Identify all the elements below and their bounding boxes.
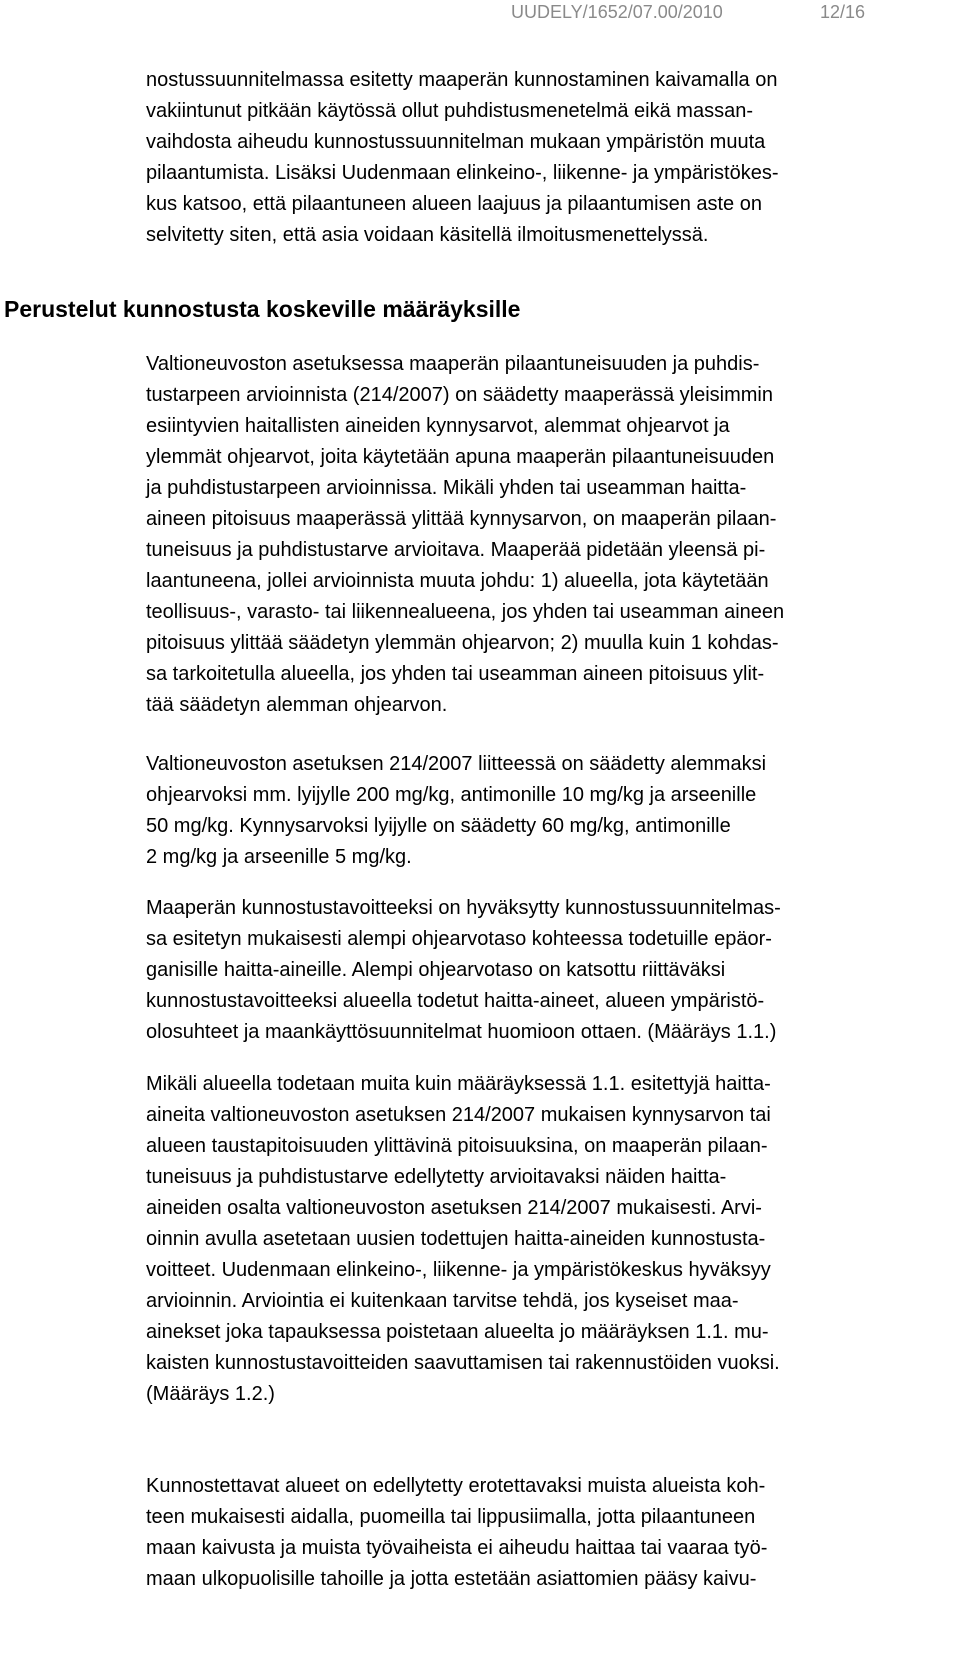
document-reference: UUDELY/1652/07.00/2010 — [511, 2, 723, 22]
paragraph-legislation: Valtioneuvoston asetuksessa maaperän pilaantuneisuuden ja puhdis- tustarpeen arvioinnista (214/2007) on säädetty maaperässä yleisimmin esiintyvien haitallisten aineiden kynnysarvot, alemmat ohjearvot ja ylemmät ohjearvot, joita käytetään apuna maaperän pilaantuneisuuden ja puhdistustarpeen arvioinnissa. Mikäli yhden tai useamman haitta- aineen pitoisuus maaperässä ylittää kynnysarvon, on maaperän pilaan- tuneisuus ja puhdistustarve arvioitava. Maaperää pidetään yleensä pi- laantuneena, jollei arvioinnista muuta johdu: 1) alueella, jota käytetään teollisuus-, varasto- tai liikennealueena, jos yhden tai useamman aineen pitoisuus ylittää säädetyn ylemmän ohjearvon; 2) muulla kuin 1 kohdas- sa tarkoitetulla alueella, jos yhden tai useamman aineen pitoisuus ylit- tää säädetyn alemman ohjearvon. — [146, 353, 785, 716]
paragraph-other-contaminants: Mikäli alueella todetaan muita kuin määräyksessä 1.1. esitettyjä haitta- aineita valtioneuvoston asetuksen 214/2007 mukaisen kynnysarvon tai alueen taustapitoisuuden ylittävinä pitoisuuksina, on maaperän pilaan- tuneisuus ja puhdistustarve edellytetty arvioitavaksi näiden haitta- aineiden osalta valtioneuvoston asetuksen 214/2007 mukaisesti. Arvi- oinnin avulla asetetaan uusien todettujen haitta-aineiden kunnostusta- voitteet. Uudenmaan elinkeino-, liikenne- ja ympäristökeskus hyväksyy arvioinnin. Arviointia ei kuitenkaan tarvitse tehdä, jos kyseiset maa- ainekset joka tapauksessa poistetaan alueelta jo määräyksen 1.1. mu- kaisten kunnostustavoitteiden saavuttamisen tai rakennustöiden vuoksi. (Määräys 1.2.) — [146, 1073, 780, 1405]
section-heading: Perustelut kunnostusta koskeville määräyksille — [4, 296, 521, 322]
intro-paragraph: nostussuunnitelmassa esitetty maaperän kunnostaminen kaivamalla on vakiintunut pitkään käytössä ollut puhdistusmenetelmä eikä massan- vaihdosta aiheudu kunnostussuunnitelman mukaan ympäristön muuta pilaantumista. Lisäksi Uudenmaan elinkeino-, liikenne- ja ympäristökes- kus katsoo, että pilaantuneen alueen laajuus ja pilaantumisen aste on selvitetty siten, että asia voidaan käsitellä ilmoitusmenettelyssä. — [146, 69, 779, 246]
page-header — [0, 0, 960, 34]
paragraph-guideline-values: Valtioneuvoston asetuksen 214/2007 liitteessä on säädetty alemmaksi ohjearvoksi mm. lyijylle 200 mg/kg, antimonille 10 mg/kg ja arseenille 50 mg/kg. Kynnysarvoksi lyijylle on säädetty 60 mg/kg, antimonille 2 mg/kg ja arseenille 5 mg/kg. — [146, 753, 767, 868]
paragraph-remediation-target: Maaperän kunnostustavoitteeksi on hyväksytty kunnostussuunnitelmas- sa esitetyn mukaisesti alempi ohjearvotaso kohteessa todetuille epäor- ganisille haitta-aineille. Alempi ohjearvotaso on katsottu riittäväksi kunnostustavoitteeksi alueella todetut haitta-aineet, alueen ympäristö- olosuhteet ja maankäyttösuunnitelmat huomioon ottaen. (Määräys 1.1.) — [146, 897, 781, 1043]
page-number: 12/16 — [820, 2, 866, 22]
paragraph-site-fencing: Kunnostettavat alueet on edellytetty erotettavaksi muista alueista koh- teen mukaisesti aidalla, puomeilla tai lippusiimalla, jotta pilaantuneen maan kaivusta ja muista työvaiheista ei aiheudu haittaa tai vaaraa työ- maan ulkopuolisille tahoille ja jotta estetään asiattomien pääsy kaivu- — [146, 1475, 768, 1590]
